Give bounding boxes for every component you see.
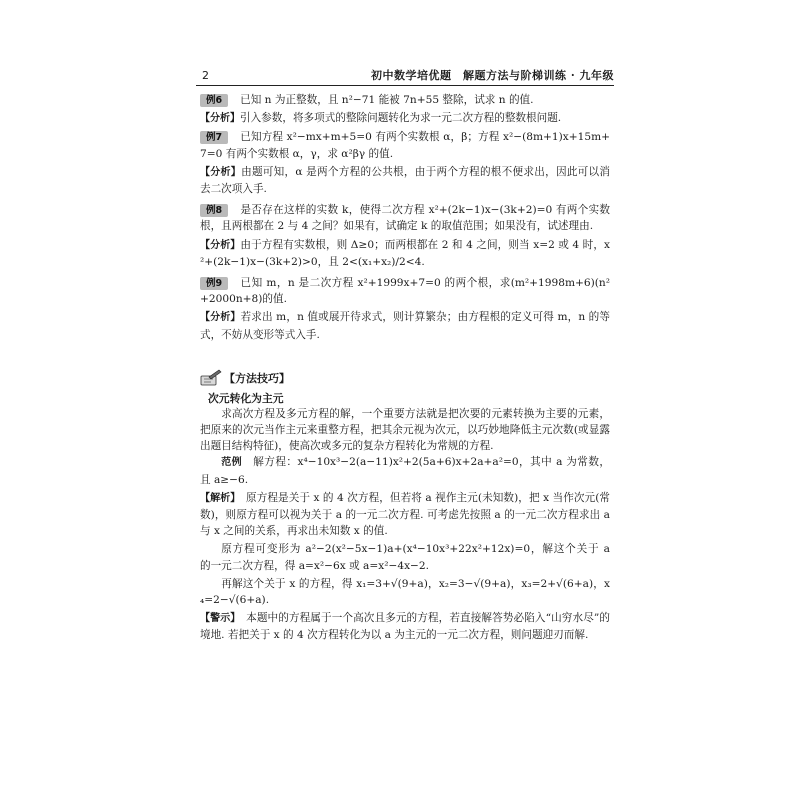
analysis-tag: 【分析】 [200,239,241,251]
method-solution [200,490,610,540]
example-text: 已知方程 x²−mx+m+5=0 有两个实数根 α，β；方程 x²−(8m+1)x+15m+7=0 有两个实数根 α，γ，求 α²βγ 的值. [200,131,610,160]
analysis-8 [200,237,610,270]
analysis-7 [200,164,610,197]
method-section-title: 【方法技巧】 [224,371,290,385]
header-rule [196,85,614,86]
analysis-tag: 【分析】 [200,312,241,324]
method-section-heading [200,369,610,387]
method-solve: 再解这个关于 x 的方程，得 x₁=3+√(9+a)，x₂=3−√(9+a)，x₃=2+√(6+a)，x₄=2−√(6+a). [200,577,610,607]
pen-book-icon [200,369,222,387]
analysis-9 [200,309,610,342]
example-equation: 解方程：x⁴−10x³−2(a−11)x²+2(5a+6)x+2a+a²=0，其中 a 为常数，且 a≥−6. [200,456,611,486]
page-number: 2 [202,69,209,82]
analysis-tag: 【分析】 [200,113,240,125]
method-subtitle: 次元转化为主元 [208,391,284,405]
method-example [200,454,610,487]
example-text: 是否存在这样的实数 k，使得二次方程 x²+(2k−1)x−(3k+2)=0 有两个实数根，且两根都在 2 与 4 之间？如果有，试确定 k 的取值范围；如果没有，试述理由. [200,204,610,233]
example-badge: 例9 [200,277,228,290]
method-transform: 原方程可变形为 a²−2(x²−5x−1)a+(x⁴−10x³+22x²+12x)=0，解这个关于 a 的一元二次方程，得 a=x²−6x 或 a=x²−4x−2. [200,543,610,572]
page-header [196,68,614,84]
analysis-tag: 【分析】 [200,166,242,178]
example-badge: 例6 [200,94,228,107]
example-9 [200,275,610,307]
example-badge: 例7 [200,131,228,144]
method-intro: 求高次方程及多元方程的解，一个重要方法就是把次要的元素转换为主要的元素，把原来的次元当作主元来重整方程，把其余元视为次元，以巧妙地降低主元次数(或显露出题目结构特征)，使高次或多元的复杂方程转化为常规的方程. [200,407,610,453]
example-7 [200,129,610,161]
analysis-text: 若求出 m，n 值或展开待求式，则计算繁杂；由方程根的定义可得 m，n 的等式，不妨从变形等式入手. [200,311,610,341]
example-badge: 例8 [200,204,228,217]
running-title: 初中数学培优题 解题方法与阶梯训练 · 九年级 [371,69,614,82]
example-tag: 范例 [221,457,243,469]
page-content [200,92,610,644]
warning-tag: 【警示】 [200,613,236,625]
example-text: 已知 n 为正整数，且 n²−71 能被 7n+55 整除，试求 n 的值. [240,94,534,106]
analysis-text: 由于方程有实数根，则 Δ≥0；而两根都在 2 和 4 之间，则当 x=2 或 4 时，x²+(2k−1)x−(3k+2)>0，且 2<(x₁+x₂)/2<4. [200,238,611,268]
example-text: 已知 m，n 是二次方程 x²+1999x+7=0 的两个根，求(m²+1998m+6)(n²+2000n+8)的值. [200,277,610,306]
method-warning [200,610,610,643]
example-8 [200,202,610,234]
warning-text: 本题中的方程属于一个高次且多元的方程，若直接解答势必陷入“山穷水尽”的境地. 若把关于 x 的 4 次方程转化为以 a 为主元的一元二次方程，则问题迎刃而解. [200,612,611,642]
solution-text: 原方程是关于 x 的 4 次方程，但若将 a 视作主元(未知数)，把 x 当作次元(常数)，则原方程可以视为关于 a 的一元二次方程. 可考虑先按照 a 的一元二次方程求出 a 与 x 之间的关系，再求出未知数 x 的值. [200,491,611,538]
analysis-text: 由题可知，α 是两个方程的公共根，由于两个方程的根不便求出，因此可以消去二次项入手. [200,165,610,196]
solution-tag: 【解析】 [200,492,236,504]
analysis-6 [200,110,610,127]
analysis-text: 引入参数，将多项式的整除问题转化为求一元二次方程的整数根问题. [240,112,562,125]
example-6 [200,92,610,108]
